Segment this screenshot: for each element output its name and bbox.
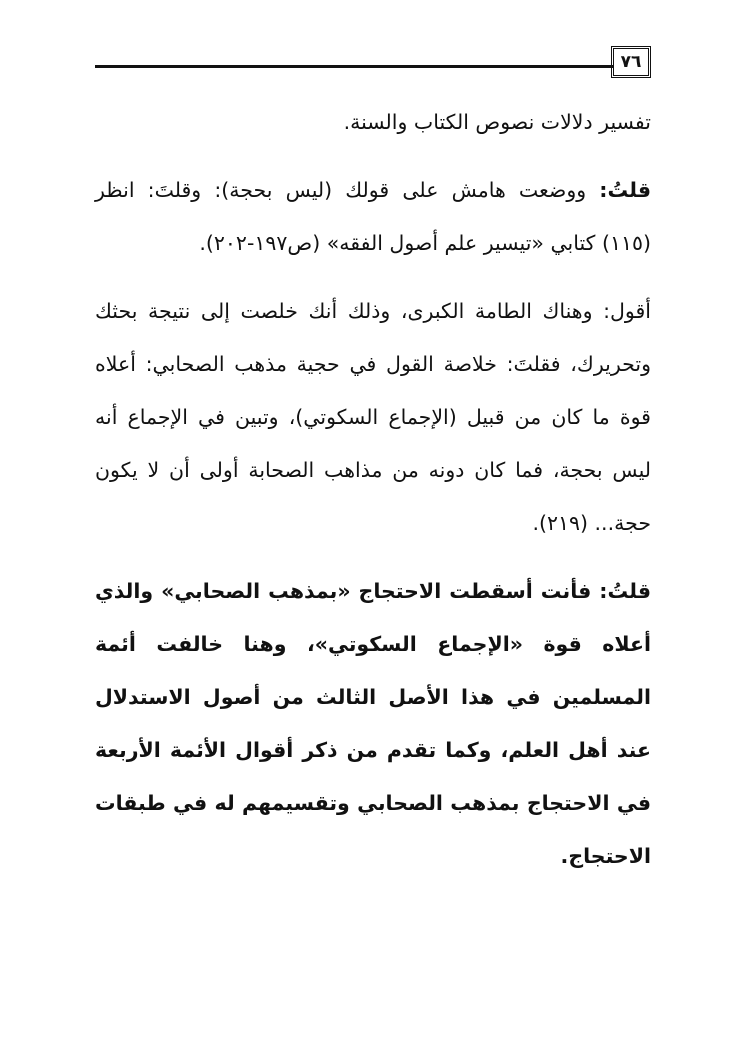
header-rule: [95, 65, 613, 68]
paragraph-4-lead: قلتُ:: [599, 579, 651, 603]
page-header: [95, 46, 651, 86]
page-body: [95, 96, 651, 898]
paragraph-2-lead: قلتُ:: [599, 178, 651, 202]
paragraph-4: [95, 565, 651, 883]
paragraph-2: [95, 164, 651, 270]
paragraph-2-text: ووضعت هامش على قولك (ليس بحجة): وقلتَ: انظر (١١٥) كتابي «تيسير علم أصول الفقه» (ص١٩٧-٢٠٢).: [95, 178, 651, 255]
paragraph-3: [95, 285, 651, 550]
paragraph-3-text: أقول: وهناك الطامة الكبرى، وذلك أنك خلصت إلى نتيجة بحثك وتحريرك، فقلتَ: خلاصة القول في حجية مذهب الصحابي: أعلاه قوة ما كان من قبيل (الإجماع السكوتي)، وتبين في الإجماع أنه ليس بحجة، فما كان دونه من مذاهب الصحابة أولى أن لا يكون حجة... (٢١٩).: [95, 299, 651, 535]
page-number: ٧٦: [620, 52, 642, 72]
paragraph-1: [95, 96, 651, 149]
paragraph-4-text: فأنت أسقطت الاحتجاج «بمذهب الصحابي» والذي أعلاه قوة «الإجماع السكوتي»، وهنا خالفت أئمة المسلمين في هذا الأصل الثالث من أصول الاستدلال عند أهل العلم، وكما تقدم من ذكر أقوال الأئمة الأربعة في الاحتجاج بمذهب الصحابي وتقسيمهم له في طبقات الاحتجاج.: [95, 579, 651, 868]
page-number-box: [611, 46, 651, 78]
paragraph-1-text: تفسير دلالات نصوص الكتاب والسنة.: [343, 110, 651, 134]
